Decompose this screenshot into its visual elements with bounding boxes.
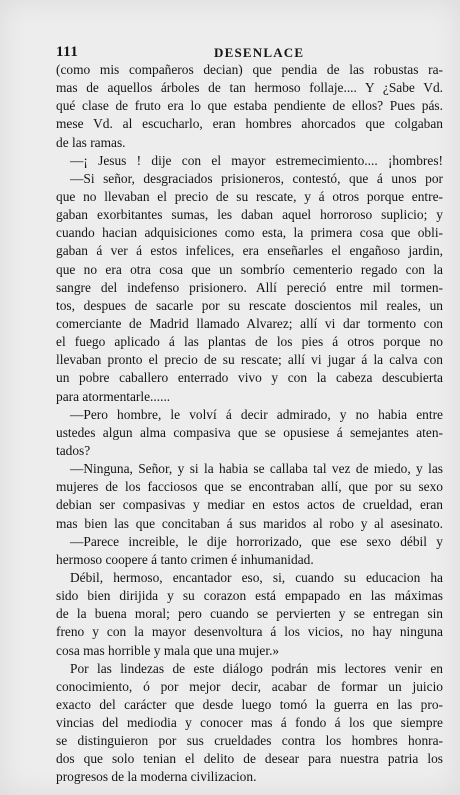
text-line: Débil, hermoso, encantador eso, si, cuando su educacion ha bbox=[70, 569, 443, 585]
text-line: Por las lindezas de este diálogo podrán mis lectores venir en bbox=[70, 660, 443, 676]
text-line: tos, despues de sacarle por su rescate doscientos mil reales, un bbox=[56, 297, 443, 313]
running-head: DESENLACE bbox=[214, 45, 305, 60]
page-header bbox=[56, 44, 416, 62]
text-line: mese Vd. al escucharlo, eran hombres ahorcados que colgaban bbox=[56, 116, 443, 132]
text-line: progresos de la moderna civilizacion. bbox=[56, 769, 257, 785]
text-line: el fuego aplicado á las plantas de los pies á otros porque no bbox=[56, 334, 443, 350]
text-line: debian ser compasivas y mediar en estos actos de crueldad, eran bbox=[56, 497, 443, 513]
text-line: freno y con la mayor desenvoltura á los vicios, no hay ninguna bbox=[56, 624, 443, 640]
text-line: comerciante de Madrid llamado Alvarez; allí vi dar tormento con bbox=[56, 315, 443, 331]
text-line: que no era otra cosa que un sombrío cementerio regado con la bbox=[56, 261, 443, 277]
text-line: (como mis compañeros decian) que pendia de las robustas ra- bbox=[56, 62, 443, 77]
text-line: sido bien dirijida y su corazon está empapado en las máximas bbox=[56, 588, 443, 604]
text-line: vincias del mediodia y conocer mas á fondo á los que siempre bbox=[56, 715, 443, 731]
text-line: para atormentarle...... bbox=[56, 388, 171, 404]
text-line: mujeres de los facciosos que se encontraban allí, que por su sexo bbox=[56, 479, 443, 495]
text-line: —Parece increible, le dije horrorizado, que ese sexo débil y bbox=[70, 533, 443, 549]
text-line: mas bien las que concitaban á sus maridos al robo y al asesinato. bbox=[56, 515, 443, 531]
text-line: que no llevaban el precio de su rescate, y á otros porque entre- bbox=[56, 188, 443, 204]
text-line: de la buena moral; pero cuando se pervierten y se entregan sin bbox=[56, 606, 443, 622]
text-line: exacto del carácter que desde luego tomó la guerra en las pro- bbox=[56, 696, 443, 712]
body-text bbox=[56, 61, 443, 787]
text-line: mas de aquellos árboles de tan hermoso follaje.... Y ¿Sabe Vd. bbox=[56, 80, 443, 96]
text-line: cuando hacian adquisiciones como esta, la primera cosa que obli- bbox=[56, 225, 443, 241]
text-line: —Pero hombre, le volví á decir admirado, y no habia entre bbox=[70, 406, 443, 422]
text-line: cosa mas horrible y mala que una mujer.» bbox=[56, 642, 280, 658]
text-line: se distinguieron por sus crueldades contra los hombres honra- bbox=[56, 733, 443, 749]
text-line: qué clase de fruto era lo que estaba pendiente de ellos? Pues pás. bbox=[56, 98, 443, 114]
text-line: —Ninguna, Señor, y si la habia se callaba tal vez de miedo, y las bbox=[70, 461, 443, 477]
text-line: ustedes algun alma compasiva que se opusiese á semejantes aten- bbox=[56, 424, 443, 440]
page-number: 111 bbox=[56, 44, 79, 60]
text-line: gaban exorbitantes sumas, les daban aquel horroroso suplicio; y bbox=[56, 207, 443, 223]
text-line: hermoso coopere á tanto crimen é inhumanidad. bbox=[56, 551, 314, 567]
text-line: gaban á ver á estos infelices, era enseñarles el engañoso jardin, bbox=[56, 243, 443, 259]
text-line: tados? bbox=[56, 442, 91, 458]
text-line: de las ramas. bbox=[56, 134, 126, 150]
text-line: —¡ Jesus ! dije con el mayor estremecimiento.... ¡hombres! bbox=[70, 152, 443, 168]
text-line: llevaban pronto el precio de su rescate; allí vi jugar á la calva con bbox=[56, 352, 443, 368]
text-line: dos que solo tenian el delito de desear para nuestra patria los bbox=[56, 751, 443, 767]
text-line: —Si señor, desgraciados prisioneros, contestó, que á unos por bbox=[70, 170, 443, 186]
text-line: conocimiento, ó por mejor decir, acabar de formar un juicio bbox=[56, 678, 443, 694]
text-line: un pobre caballero enterrado vivo y con la cabeza descubierta bbox=[56, 370, 443, 386]
text-line: sangre del indefenso prisionero. Allí pereció entre mil tormen- bbox=[56, 279, 443, 295]
